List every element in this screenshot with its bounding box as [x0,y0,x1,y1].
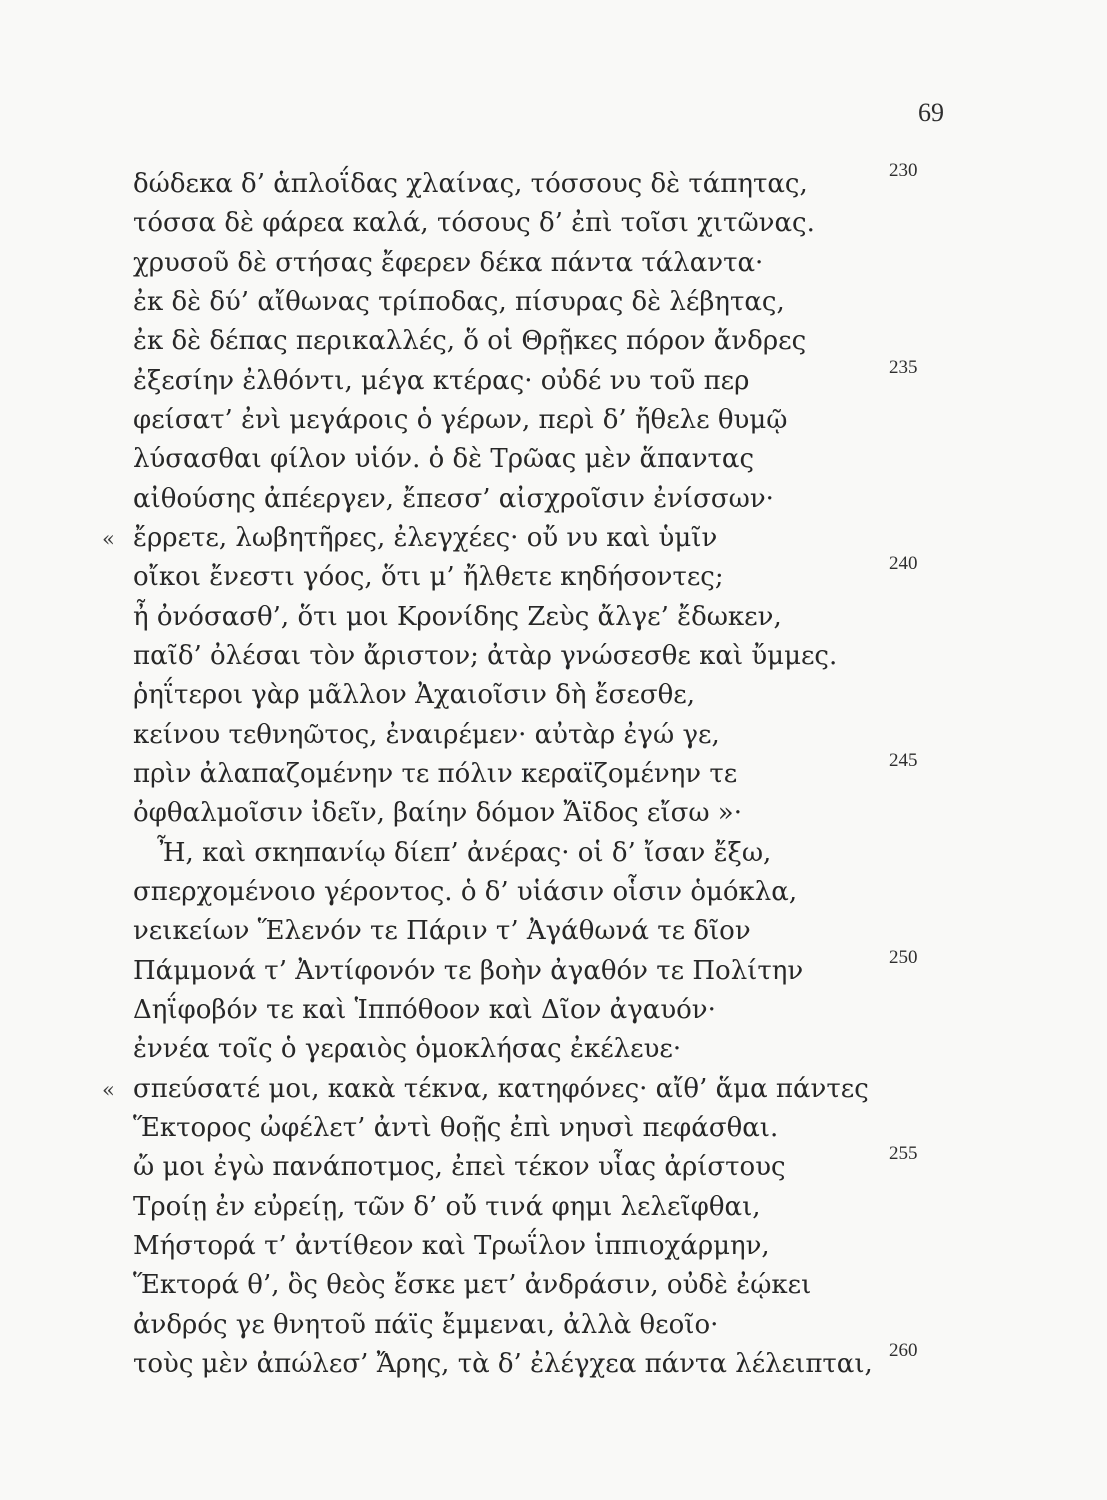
verse-line [133,749,933,794]
verse-text: Ἕκτορά θ’, ὃς θεὸς ἔσκε μετ’ ἀνδράσιν, οὐδὲ ἐῴκει [133,1270,812,1301]
line-number: 255 [889,1143,918,1165]
verse-text: τοὺς μὲν ἀπώλεσ’ Ἄρης, τὰ δ’ ἐλέγχεα πάντα λέλειπται, [133,1348,873,1379]
verse-line [133,244,933,283]
verse-text: αἰθούσης ἀπέεργεν, ἔπεσσ’ αἰσχροῖσιν ἐνίσσων· [133,483,774,514]
verse-text: παῖδ’ ὀλέσαι τὸν ἄριστον; ἀτὰρ γνώσεσθε καὶ ὔμμες. [133,640,838,671]
verse-text: ἐννέα τοῖς ὁ γεραιὸς ὁμοκλήσας ἐκέλευε· [133,1034,682,1065]
verse-text: σπερχομένοιο γέροντος. ὁ δ’ υἱάσιν οἷσιν ὁμόκλα, [133,876,798,907]
line-number: 240 [889,553,918,575]
verse-text: τόσσα δὲ φάρεα καλά, τόσους δ’ ἐπὶ τοῖσι χιτῶνας. [133,208,815,239]
verse-text: ἀνδρός γε θνητοῦ πάϊς ἔμμεναι, ἀλλὰ θεοῖο· [133,1309,719,1340]
verse-text: Ἦ, καὶ σκηπανίῳ δίεπ’ ἀνέρας· οἱ δ’ ἴσαν ἔξω, [157,837,772,868]
verse-line [102,1070,933,1109]
verse-text: σπεύσατέ μοι, κακὰ τέκνα, κατηφόνες· αἴθ’ ἅμα πάντες [133,1073,869,1104]
verse-text: χρυσοῦ δὲ στήσας ἔφερεν δέκα πάντα τάλαντα· [133,247,764,278]
verse-line [102,519,933,558]
verse-line [133,401,933,440]
verse-text: ῥηΐτεροι γὰρ μᾶλλον Ἀχαιοῖσιν δὴ ἔσεσθε, [133,680,696,711]
verse-line [133,322,933,361]
verse-line [133,204,933,243]
verse-line [133,356,933,401]
line-number: 250 [889,946,918,968]
verse-text: ἔρρετε, λωβητῆρες, ἐλεγχέες· οὔ νυ καὶ ὑμῖν [133,522,718,553]
verse-line [133,946,933,991]
verse-line [133,912,933,951]
verse-line [133,794,933,833]
verse-line [133,676,933,715]
verse-text: Τροίῃ ἐν εὐρείῃ, τῶν δ’ οὔ τινά φημι λελεῖφθαι, [133,1191,761,1222]
verse-line [133,1266,933,1305]
page-number: 69 [918,98,944,127]
verse-text: ὀφθαλμοῖσιν ἰδεῖν, βαίην δόμον Ἄϊδος εἴσω »· [133,798,742,829]
verse-text: ἦ ὀνόσασθ’, ὅτι μοι Κρονίδης Ζεὺς ἄλγε’ ἔδωκεν, [133,601,782,632]
verse-text: οἴκοι ἔνεστι γόος, ὅτι μ’ ἤλθετε κηδήσοντες; [133,562,724,593]
verse-line [133,1227,933,1266]
verse-text: Δηΐφοβόν τε καὶ Ἱππόθοον καὶ Δῖον ἀγαυόν· [133,994,716,1025]
line-number: 230 [889,160,918,181]
verse-text: νεικείων Ἕλενόν τε Πάριν τ’ Ἀγάθωνά τε δῖον [133,916,751,947]
verse-line [133,991,933,1030]
verse-line [133,1306,933,1345]
verse-line [133,1109,933,1148]
verse-line [133,1339,933,1384]
verse-text: φείσατ’ ἐνὶ μεγάροις ὁ γέρων, περὶ δ’ ἤθελε θυμῷ [133,404,788,435]
line-number: 260 [889,1339,918,1361]
verse-line-paragraph-start [133,834,933,873]
verse-line [133,440,933,479]
verse-text: λύσασθαι φίλον υἱόν. ὁ δὲ Τρῶας μὲν ἅπαντας [133,444,755,475]
verse-text: ἐκ δὲ δύ’ αἴθωνας τρίποδας, πίσυρας δὲ λέβητας, [133,286,785,317]
verse-line [133,1188,933,1227]
verse-line [133,1143,933,1187]
verse-line [133,1030,933,1069]
line-number: 235 [889,356,918,378]
verse-line [133,873,933,912]
verse-line [133,283,933,322]
verse-line [133,553,933,597]
verse-text: κείνου τεθνηῶτος, ἐναιρέμεν· αὐτὰρ ἐγώ γε, [133,719,720,750]
verse-text: δώδεκα δ’ ἁπλοΐδας χλαίνας, τόσσους δὲ τάπητας, [133,169,808,199]
verse-line [133,598,933,637]
verse-line [133,637,933,676]
verse-line [133,716,933,755]
verse-line [133,480,933,519]
verse-block [102,160,933,1384]
verse-text: Μήστορά τ’ ἀντίθεον καὶ Τρωΐλον ἱππιοχάρμην, [133,1230,770,1261]
opening-quote-mark: « [102,1077,115,1102]
line-number: 245 [889,749,918,771]
verse-text: ὤ μοι ἐγὼ πανάποτμος, ἐπεὶ τέκον υἷας ἀρίστους [133,1152,786,1183]
verse-text: Πάμμονά τ’ Ἀντίφονόν τε βοὴν ἀγαθόν τε Πολίτην [133,955,804,986]
verse-text: ἐκ δὲ δέπας περικαλλές, ὅ οἱ Θρῇκες πόρον ἄνδρες [133,326,807,357]
verse-text: πρὶν ἀλαπαζομένην τε πόλιν κεραϊζομένην τε [133,758,738,789]
verse-text: ἐξεσίην ἐλθόντι, μέγα κτέρας· οὐδέ νυ τοῦ περ [133,365,750,396]
verse-text: Ἕκτορος ὠφέλετ’ ἀντὶ θοῇς ἐπὶ νηυσὶ πεφάσθαι. [133,1112,779,1143]
opening-quote-mark: « [102,526,115,551]
verse-line [133,160,933,204]
